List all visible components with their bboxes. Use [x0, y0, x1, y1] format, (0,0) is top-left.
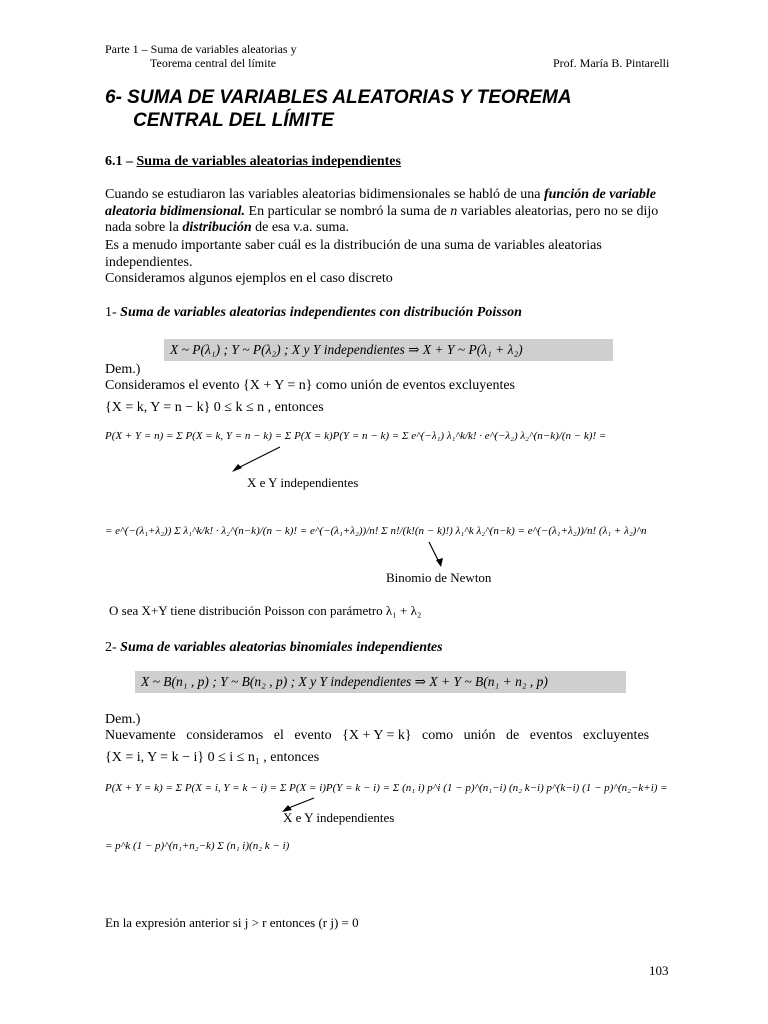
- intro-text-f: de esa v.a. suma.: [251, 220, 350, 235]
- chapter-title-line1: 6- SUMA DE VARIABLES ALEATORIAS Y TEOREMA: [105, 87, 572, 108]
- binomial-dem-label: Dem.): [105, 712, 141, 727]
- intro-paragraph-3: Consideramos algunos ejemplos en el caso discreto: [105, 271, 393, 286]
- binomial-theorem-box: X ~ B(n₁ , p) ; Y ~ B(n₂ , p) ; X y Y independientes ⇒ X + Y ~ B(n₁ + n₂ , p): [135, 671, 626, 693]
- binomial-final-remark: En la expresión anterior si j > r entonces (r j) = 0: [105, 915, 359, 930]
- poisson-arrow-newton: [425, 540, 455, 570]
- intro-n: n: [450, 203, 458, 219]
- intro-text-c: En particular se nombró la suma de: [245, 203, 451, 219]
- header-left-line1: Parte 1 – Suma de variables aleatorias y: [105, 42, 297, 56]
- poisson-event-line: Consideramos el evento {X + Y = n} como unión de eventos excluyentes: [105, 378, 515, 393]
- binomial-heading-number: 2-: [105, 640, 121, 655]
- binomial-heading-text: Suma de variables aleatorias binomiales independientes: [120, 640, 443, 655]
- intro-paragraph-2: Es a menudo importante saber cuál es la distribución de una suma de variables aleatorias independientes.: [105, 238, 602, 270]
- poisson-arrow-independence: [220, 445, 300, 475]
- poisson-heading-text: Suma de variables aleatorias independientes con distribución Poisson: [120, 305, 522, 320]
- section-heading: [105, 154, 401, 170]
- binomial-event-line: Nuevamente consideramos el evento {X + Y = k} como unión de eventos excluyentes: [105, 728, 650, 743]
- poisson-theorem-box: X ~ P(λ₁) ; Y ~ P(λ₂) ; X y Y independientes ⇒ X + Y ~ P(λ₁ + λ₂): [164, 339, 613, 361]
- poisson-dem-label: Dem.): [105, 362, 141, 377]
- intro-text-a: Cuando se estudiaron las variables aleatorias bidimensionales se habló de una: [105, 187, 544, 202]
- intro-emph-distribution: distribución: [182, 220, 252, 235]
- binomial-heading: [105, 640, 443, 656]
- poisson-note-newton: Binomio de Newton: [386, 570, 492, 585]
- section-label: Suma de variables aleatorias independientes: [136, 154, 401, 169]
- poisson-heading-number: 1-: [105, 305, 121, 320]
- poisson-equation-2: = e^(−(λ₁+λ₂)) Σ λ₁^k/k! · λ₂^(n−k)/(n − k)! = e^(−(λ₁+λ₂))/n! Σ n!/(k!(n − k)!) λ₁^k λ₂^(n−k) = e^(−(λ₁+λ₂))/n! (λ₁ + λ₂)^n: [105, 525, 647, 537]
- poisson-conclusion: O sea X+Y tiene distribución Poisson con parámetro λ₁ + λ₂: [109, 603, 422, 618]
- poisson-equation-1: P(X + Y = n) = Σ P(X = k, Y = n − k) = Σ P(X = k)P(Y = n − k) = Σ e^(−λ₁) λ₁^k/k! · e^(−λ₂) λ₂^(n−k)/(n − k)! =: [105, 430, 607, 442]
- poisson-heading: [105, 305, 522, 321]
- binomial-event-line-2: {X = i, Y = k − i} 0 ≤ i ≤ n₁ , entonces: [105, 750, 320, 765]
- page-number: 103: [649, 963, 669, 978]
- header-left-line2: Teorema central del límite: [150, 56, 277, 70]
- intro-emph-function: función de variable aleatoria bidimensional.: [105, 187, 656, 219]
- binomial-equation-2: = p^k (1 − p)^(n₁+n₂−k) Σ (n₁ i)(n₂ k − i): [105, 840, 290, 852]
- intro-text-d: variables aleatorias, pero no se dijo nada sobre la: [105, 203, 659, 235]
- poisson-note-independence: X e Y independientes: [247, 475, 359, 490]
- chapter-title-line2: CENTRAL DEL LÍMITE: [133, 110, 334, 131]
- binomial-equation-1: P(X + Y = k) = Σ P(X = i, Y = k − i) = Σ P(X = i)P(Y = k − i) = Σ (n₁ i) p^i (1 − p)^(n₁−i) (n₂ k−i) p^(k−i) (1 − p)^(n₂−k+i) =: [105, 782, 668, 794]
- header-author: Prof. María B. Pintarelli: [553, 56, 670, 70]
- intro-paragraph: [105, 187, 671, 237]
- poisson-event-line-2: {X = k, Y = n − k} 0 ≤ k ≤ n , entonces: [105, 400, 324, 415]
- binomial-note-independence: X e Y independientes: [283, 810, 395, 825]
- section-number: 6.1 –: [105, 154, 137, 169]
